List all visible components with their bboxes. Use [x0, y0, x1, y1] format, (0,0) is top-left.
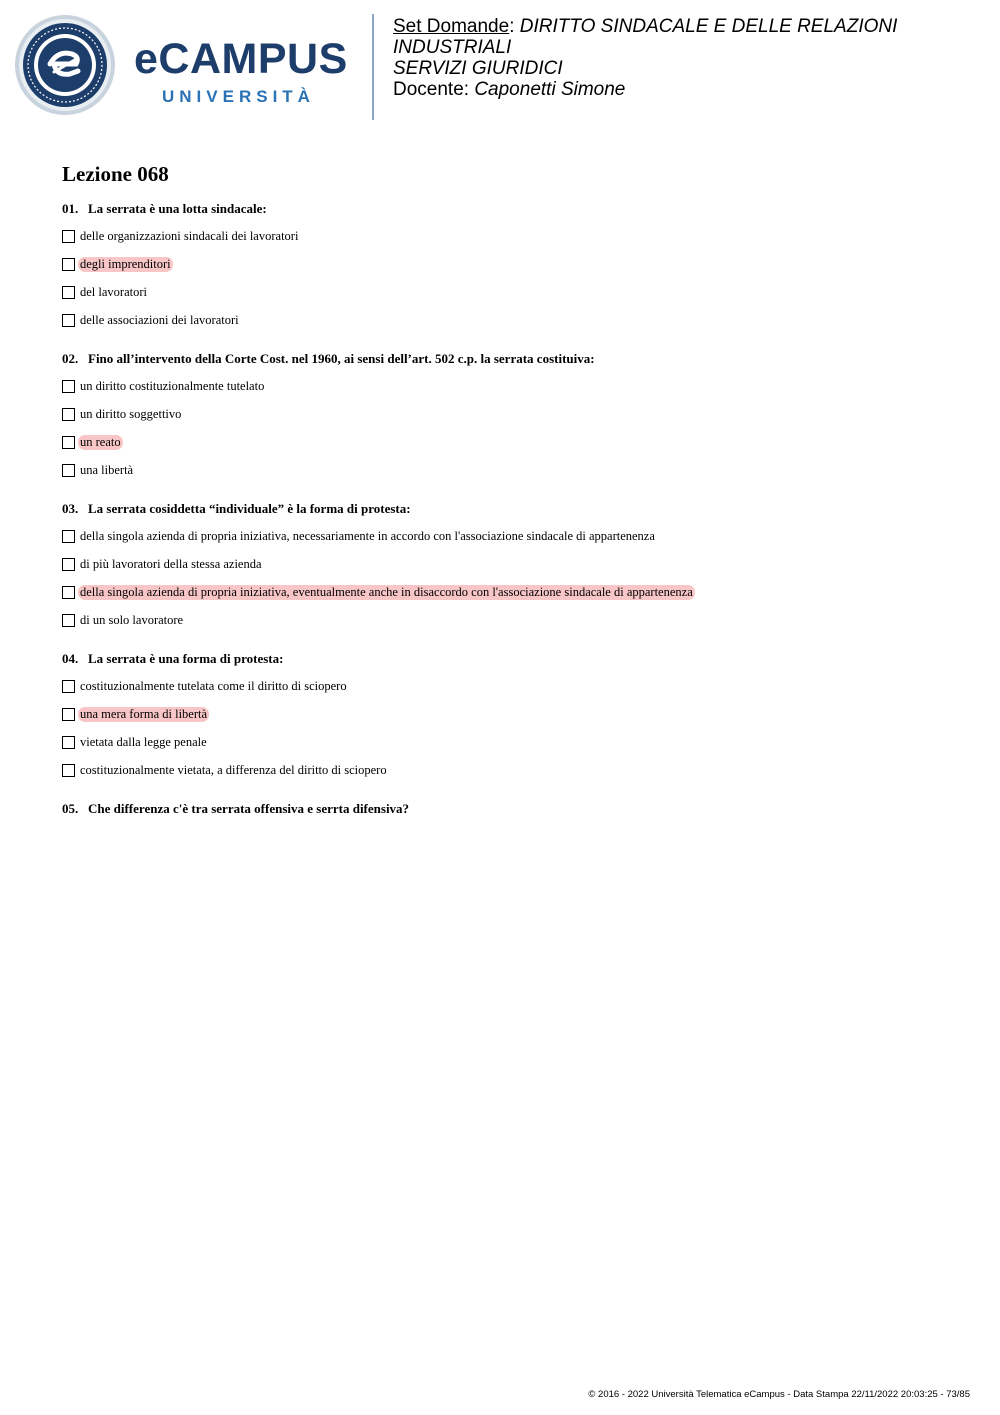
checkbox[interactable] [62, 614, 75, 627]
docente-name: Caponetti Simone [474, 79, 626, 100]
question-label: La serrata è una forma di protesta: [88, 651, 284, 666]
checkbox[interactable] [62, 230, 75, 243]
option-text: delle organizzazioni sindacali dei lavoratori [80, 229, 299, 243]
answer-option-correct[interactable] [62, 705, 962, 724]
answer-option[interactable] [62, 611, 962, 630]
set-label: Set Domande [393, 16, 510, 37]
question-2 [62, 350, 962, 480]
docente-row [393, 79, 983, 100]
university-seal-logo [14, 14, 116, 116]
brand-logo [134, 35, 356, 107]
option-text: del lavoratori [80, 285, 147, 299]
set-title-row [393, 16, 983, 58]
course-name: SERVIZI GIURIDICI [393, 58, 563, 79]
option-text: un diritto costituzionalmente tutelato [80, 379, 265, 393]
checkbox[interactable] [62, 436, 75, 449]
question-text [62, 800, 962, 818]
answer-option[interactable] [62, 527, 962, 546]
checkbox[interactable] [62, 558, 75, 571]
checkbox[interactable] [62, 764, 75, 777]
checkbox[interactable] [62, 286, 75, 299]
checkbox[interactable] [62, 708, 75, 721]
docente-label: Docente: [393, 79, 475, 100]
question-number: 01. [62, 201, 79, 216]
question-5 [62, 800, 962, 818]
option-text-highlighted: un reato [80, 435, 121, 449]
brand-name: eCAMPUS [134, 35, 348, 83]
answer-option[interactable] [62, 377, 962, 396]
answer-option[interactable] [62, 677, 962, 696]
question-text [62, 350, 962, 368]
set-title: DIRITTO SINDACALE E DELLE RELAZIONI INDUSTRIALI [393, 16, 898, 58]
answer-option[interactable] [62, 555, 962, 574]
answer-option-correct[interactable] [62, 255, 962, 274]
answer-option[interactable] [62, 405, 962, 424]
answer-option[interactable] [62, 283, 962, 302]
brand-subtitle: UNIVERSITÀ [162, 87, 315, 106]
answer-option[interactable] [62, 761, 962, 780]
checkbox[interactable] [62, 586, 75, 599]
page-footer: © 2016 - 2022 Università Telematica eCampus - Data Stampa 22/11/2022 20:03:25 - 73/85 [588, 1389, 970, 1400]
answer-option[interactable] [62, 311, 962, 330]
option-text: di più lavoratori della stessa azienda [80, 557, 262, 571]
question-number: 05. [62, 801, 79, 816]
question-number: 04. [62, 651, 79, 666]
question-label: La serrata è una lotta sindacale: [88, 201, 267, 216]
checkbox[interactable] [62, 258, 75, 271]
question-label: Che differenza c'è tra serrata offensiva e serrta difensiva? [88, 801, 410, 816]
checkbox[interactable] [62, 408, 75, 421]
answer-option[interactable] [62, 461, 962, 480]
answer-option[interactable] [62, 733, 962, 752]
quiz-content [62, 160, 962, 838]
option-text: della singola azienda di propria iniziativa, necessariamente in accordo con l'associazione sindacale di appartenenza [80, 529, 655, 543]
option-text: vietata dalla legge penale [80, 735, 207, 749]
set-separator: : [509, 16, 520, 37]
question-number: 03. [62, 501, 79, 516]
answer-option[interactable] [62, 227, 962, 246]
option-text: delle associazioni dei lavoratori [80, 313, 239, 327]
question-4 [62, 650, 962, 780]
question-1 [62, 200, 962, 330]
option-text-highlighted: degli imprenditori [80, 257, 171, 271]
question-text [62, 650, 962, 668]
option-text-highlighted: una mera forma di libertà [80, 707, 208, 721]
option-text: di un solo lavoratore [80, 613, 184, 627]
question-label: La serrata cosiddetta “individuale” è la forma di protesta: [88, 501, 411, 516]
question-text [62, 500, 962, 518]
checkbox[interactable] [62, 464, 75, 477]
checkbox[interactable] [62, 530, 75, 543]
checkbox[interactable] [62, 380, 75, 393]
checkbox[interactable] [62, 736, 75, 749]
option-text: un diritto soggettivo [80, 407, 182, 421]
checkbox[interactable] [62, 314, 75, 327]
header-divider [372, 14, 374, 120]
answer-option-correct[interactable] [62, 433, 962, 452]
lesson-title: Lezione 068 [62, 162, 169, 186]
question-number: 02. [62, 351, 79, 366]
option-text: costituzionalmente tutelata come il diritto di sciopero [80, 679, 347, 693]
page-header [0, 0, 1000, 130]
option-text: costituzionalmente vietata, a differenza del diritto di sciopero [80, 763, 387, 777]
answer-option-correct[interactable] [62, 583, 962, 602]
question-label: Fino all’intervento della Corte Cost. nel 1960, ai sensi dell’art. 502 c.p. la serrata costituiva: [88, 351, 595, 366]
question-3 [62, 500, 962, 630]
course-info [393, 16, 983, 100]
question-text [62, 200, 962, 218]
option-text-highlighted: della singola azienda di propria iniziativa, eventualmente anche in disaccordo con l'associazione sindacale di appartenenza [80, 585, 693, 599]
checkbox[interactable] [62, 680, 75, 693]
option-text: una libertà [80, 463, 134, 477]
